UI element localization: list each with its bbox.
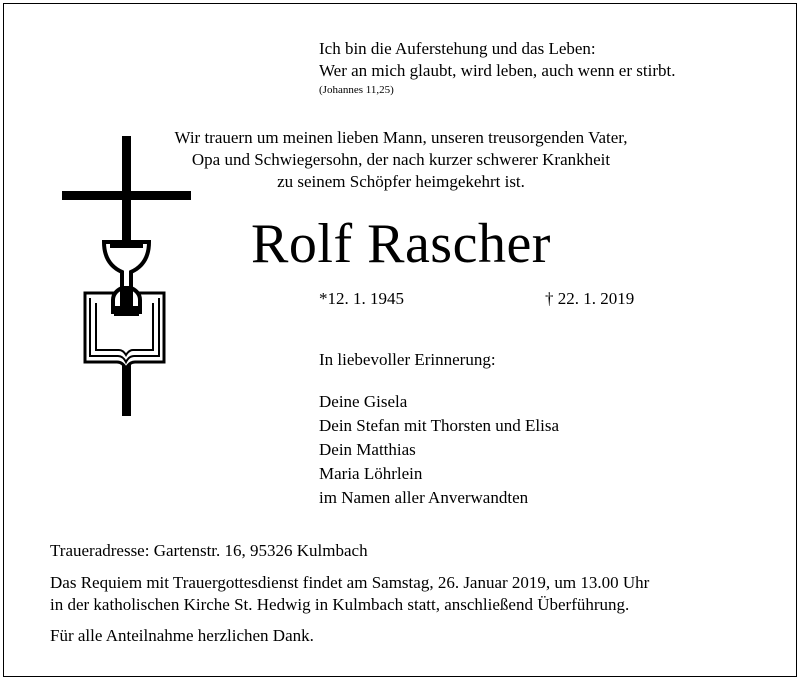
death-date: † 22. 1. 2019 bbox=[545, 289, 635, 308]
intro-line-2: Opa und Schwiegersohn, der nach kurzer schwerer Krankheit bbox=[191, 150, 611, 169]
quote-line-1: Ich bin die Auferstehung und das Leben: bbox=[319, 39, 596, 58]
bible-quote bbox=[319, 38, 675, 98]
quote-line-2: Wer an mich glaubt, wird leben, auch wenn er stirbt. bbox=[319, 61, 676, 80]
service-line-1: Das Requiem mit Trauergottesdienst findet am Samstag, 26. Januar 2019, um 13.00 Uhr bbox=[50, 573, 650, 592]
mourning-intro bbox=[4, 127, 798, 193]
intro-line-1: Wir trauern um meinen lieben Mann, unseren treusorgenden Vater, bbox=[174, 128, 628, 147]
mourner-item: Maria Löhrlein bbox=[319, 464, 423, 483]
mourner-item: Dein Stefan mit Thorsten und Elisa bbox=[319, 416, 560, 435]
service-info bbox=[50, 572, 649, 616]
intro-line-3: zu seinem Schöpfer heimgekehrt ist. bbox=[277, 172, 525, 191]
birth-date: *12. 1. 1945 bbox=[319, 289, 404, 308]
deceased-name: Rolf Rascher bbox=[251, 213, 551, 275]
obituary-notice bbox=[3, 3, 797, 677]
thanks-note: Für alle Anteilnahme herzlichen Dank. bbox=[50, 626, 314, 645]
mourner-item: im Namen aller Anverwandten bbox=[319, 488, 529, 507]
service-line-2: in der katholischen Kirche St. Hedwig in Kulmbach statt, anschließend Überführung. bbox=[50, 595, 630, 614]
mourners-list bbox=[319, 390, 559, 510]
memory-title: In liebevoller Erinnerung: bbox=[319, 350, 496, 369]
mourning-address: Traueradresse: Gartenstr. 16, 95326 Kulmbach bbox=[50, 541, 368, 560]
mourner-item: Dein Matthias bbox=[319, 440, 416, 459]
quote-reference: (Johannes 11,25) bbox=[319, 84, 394, 96]
mourner-item: Deine Gisela bbox=[319, 392, 408, 411]
